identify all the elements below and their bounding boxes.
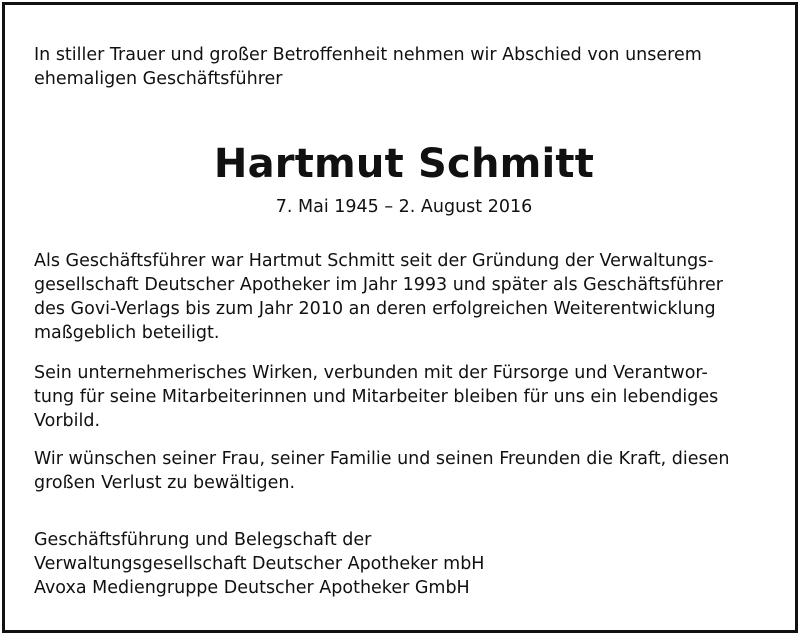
- condolence-paragraph: [34, 447, 730, 495]
- intro-line: In stiller Trauer und großer Betroffenheit nehmen wir Abschied von unserem: [34, 45, 702, 65]
- tribute-paragraph: [34, 249, 723, 345]
- paragraph-line: maßgeblich beteiligt.: [34, 323, 220, 343]
- paragraph-line: tung für seine Mitarbeiterinnen und Mitarbeiter bleiben für uns ein lebendiges: [34, 387, 719, 407]
- signature-line: Avoxa Mediengruppe Deutscher Apotheker GmbH: [34, 578, 470, 598]
- paragraph-line: Wir wünschen seiner Frau, seiner Familie und seinen Freunden die Kraft, diesen: [34, 449, 730, 469]
- tribute-paragraph: [34, 361, 718, 433]
- life-dates: 7. Mai 1945 – 2. August 2016: [275, 197, 533, 217]
- paragraph-line: großen Verlust zu bewältigen.: [34, 473, 296, 493]
- paragraph-line: des Govi-Verlags bis zum Jahr 2010 an deren erfolgreichen Weiterentwicklung: [34, 299, 716, 319]
- signature-block: [34, 528, 484, 600]
- signature-line: Verwaltungsgesellschaft Deutscher Apotheker mbH: [34, 554, 485, 574]
- obituary-notice: [2, 2, 798, 633]
- deceased-name: Hartmut Schmitt: [213, 141, 595, 187]
- paragraph-line: Vorbild.: [34, 411, 101, 431]
- signature-line: Geschäftsführung und Belegschaft der: [34, 530, 372, 550]
- paragraph-line: Als Geschäftsführer war Hartmut Schmitt seit der Gründung der Verwaltungs-: [34, 251, 714, 271]
- paragraph-line: Sein unternehmerisches Wirken, verbunden mit der Fürsorge und Verantwor-: [34, 363, 708, 383]
- paragraph-line: gesellschaft Deutscher Apotheker im Jahr 1993 und später als Geschäftsführer: [34, 275, 723, 295]
- intro-text: [34, 43, 702, 91]
- intro-line: ehemaligen Geschäftsführer: [34, 69, 283, 89]
